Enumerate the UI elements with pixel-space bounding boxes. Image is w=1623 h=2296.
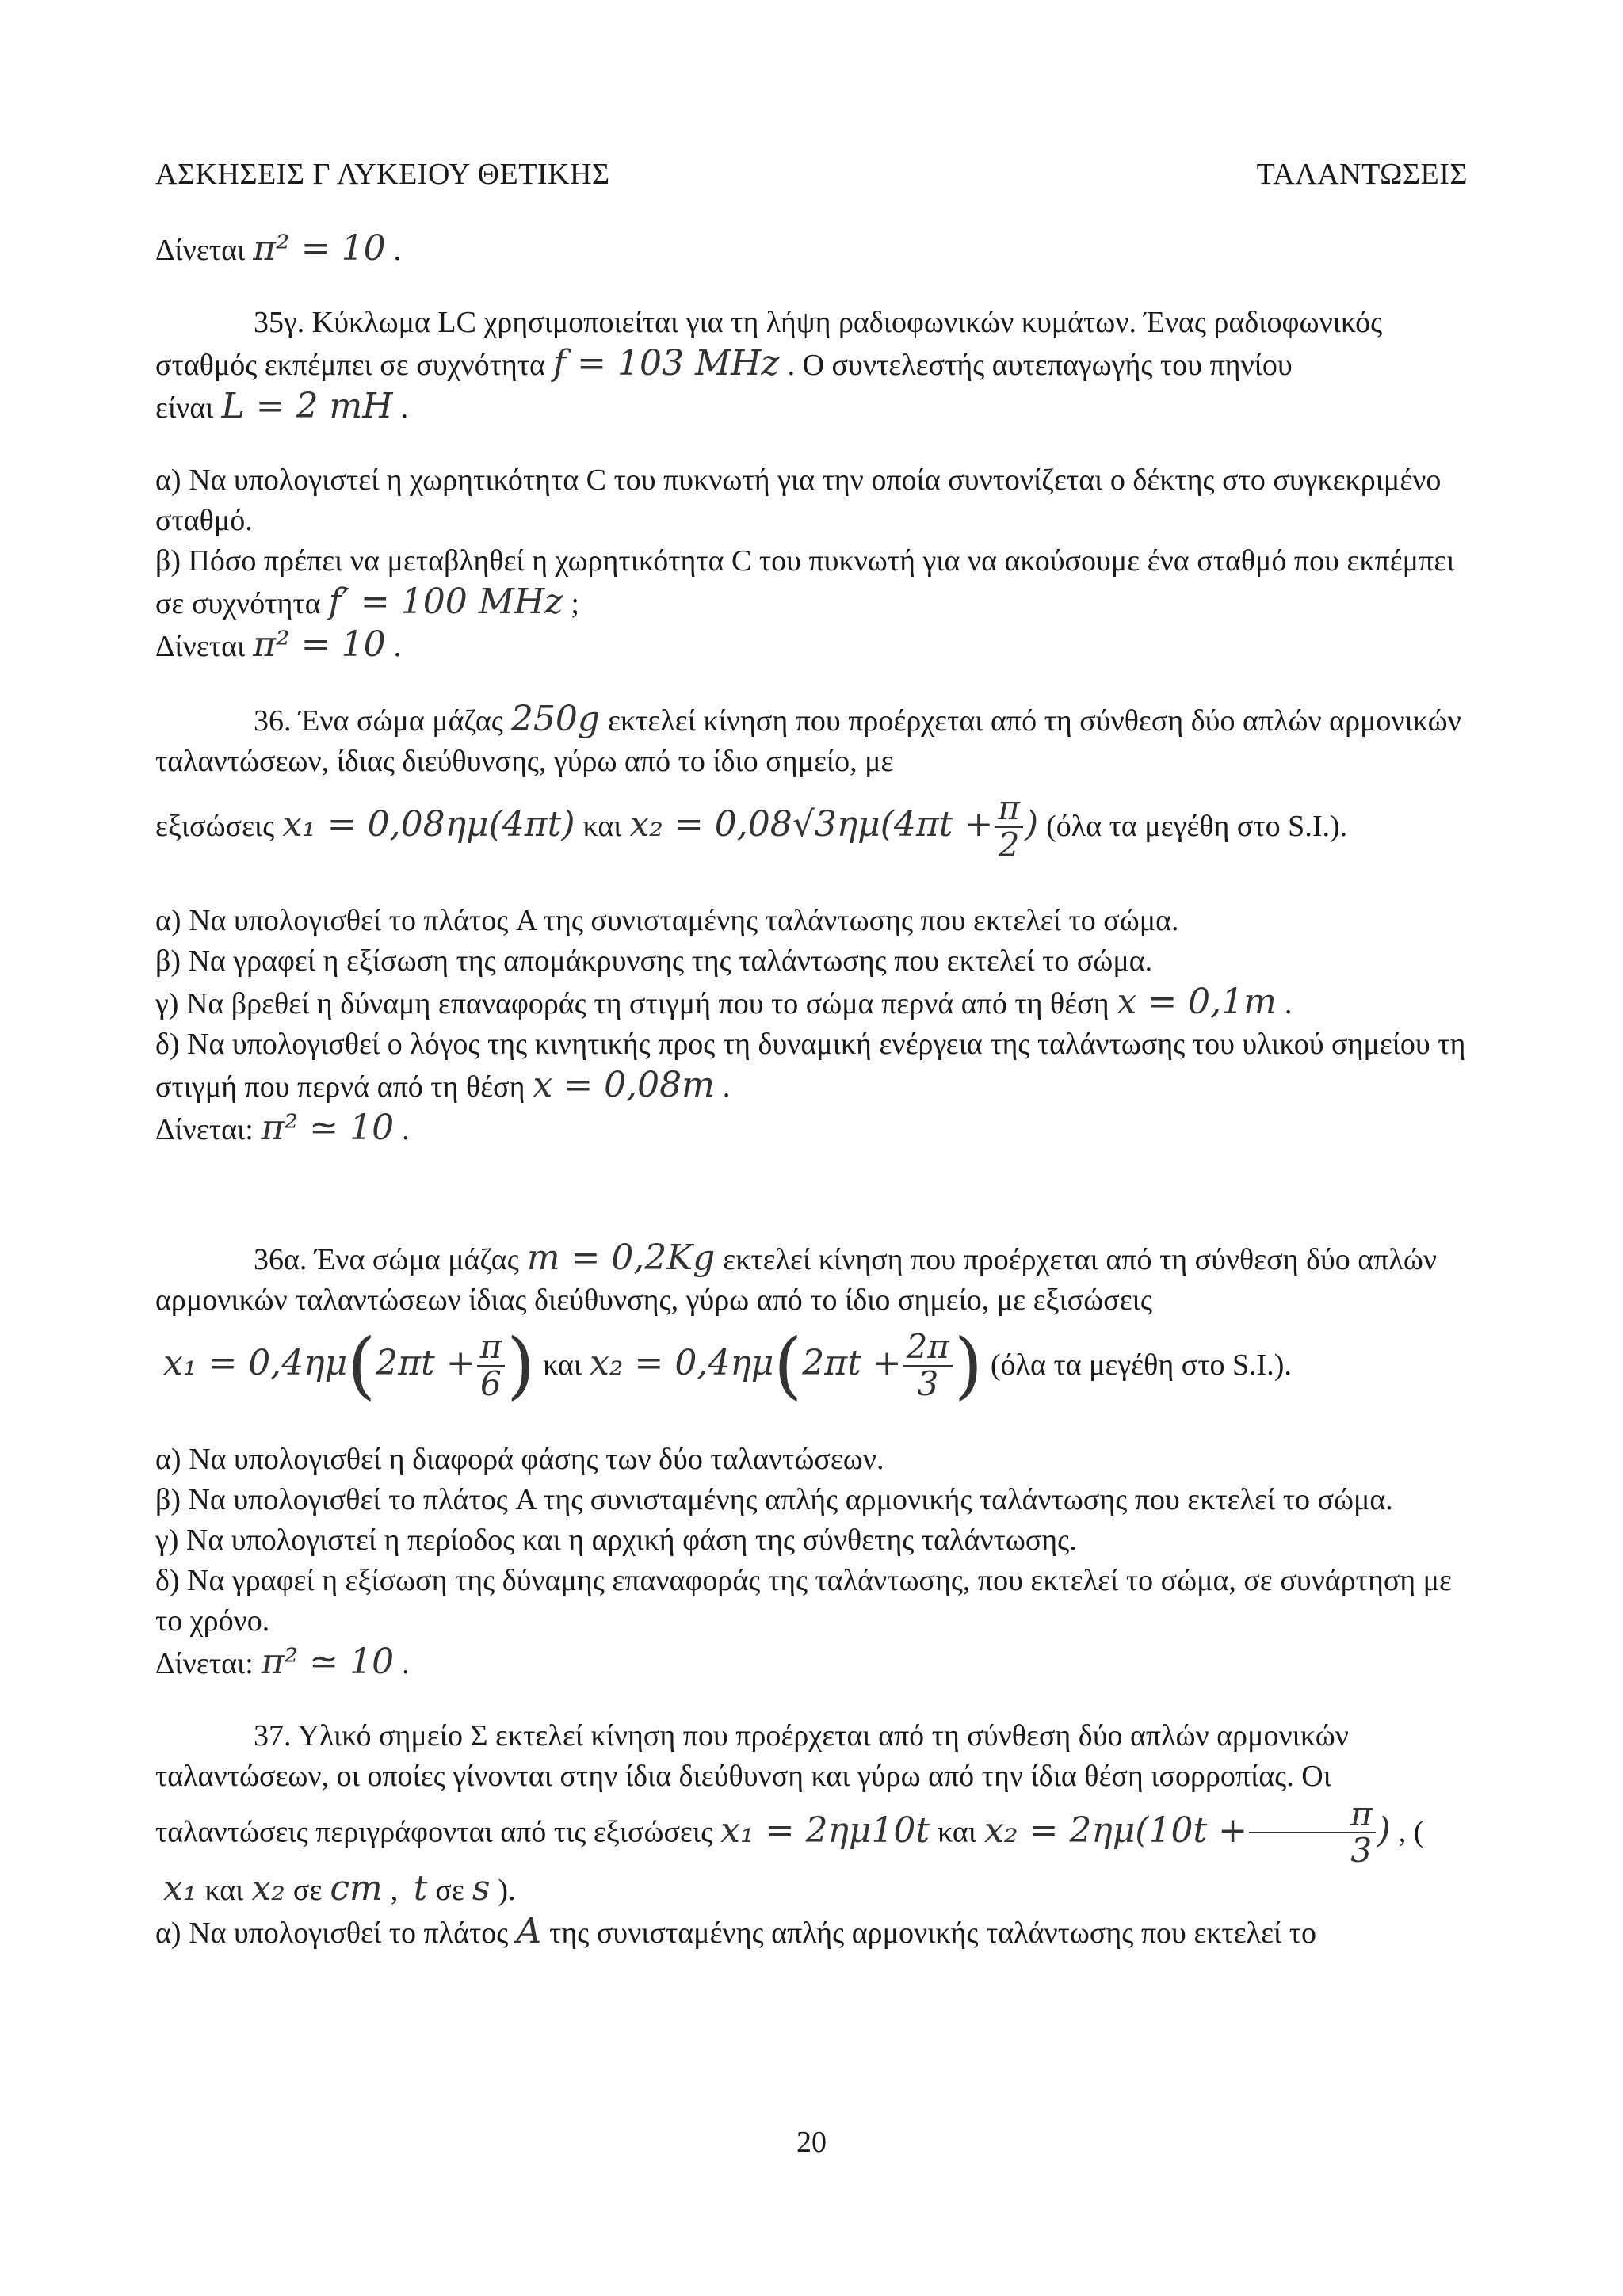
question-37-a-text: α) Να υπολογισθεί το πλάτος [155,1917,509,1951]
math-frequency-2: f′ = 100 MHz [328,582,563,622]
math-x1-c: x₁ = 2ημ10t [720,1810,930,1851]
math-x2-b-main: x₂ = 0,4ημ [590,1343,774,1383]
given-label-3: Δίνεται: [155,1113,254,1146]
question-35g-b-text: β) Πόσο πρέπει να μεταβληθεί η χωρητικότητα C του πυκνωτή για να ακούσουμε ένα σταθμό που εκπέμπει σε συχνότητα [155,544,1455,620]
math-amplitude: A [516,1911,542,1952]
exercise-37-text: 37. Υλικό σημείο Σ εκτελεί κίνηση που προέρχεται από τη σύνθεση δύο απλών αρμονικών ταλαντώσεων, οι οποίες γίνονται στην ίδια διεύθυνση και γύρω από την ίδια θέση ισορροπίας. Οι ταλαντώσεις περιγράφονται από τις εξισώσεις [155,1719,1349,1849]
question-36-b: β) Να γραφεί η εξίσωση της απομάκρυνσης της ταλάντωσης που εκτελεί το σώμα. [155,944,1153,978]
exercise-35g: 35γ. Κύκλωμα LC χρησιμοποιείται για τη λήψη ραδιοφωνικών κυμάτων. Ένας ραδιοφωνικός σταθμός εκπέμπει σε συχνότητα f = 103 MHz . Ο συντελεστής αυτεπαγωγής του πηνίου είναι L = 2 mH . [155,306,1383,426]
math-pi-squared: π² = 10 [253,228,386,269]
exercise-36-equations [155,782,1468,869]
page-number: 20 [796,2126,827,2159]
math-x2-main: x₂ = 0,08√3ημ(4πt + [629,804,994,845]
exercise-37-units: x₁ και x₂ σε cm , t σε s ). [163,1868,516,1909]
exercise-35g-text: 35γ. Κύκλωμα LC χρησιμοποιείται για τη λήψη ραδιοφωνικών κυμάτων. Ένας ραδιοφωνικός σταθμός εκπέμπει σε συχνότητα [155,306,1383,382]
given-line: Δίνεται π² = 10 . [155,228,402,269]
math-pi-squared-2: π² = 10 [253,624,386,665]
question-36-c-text: γ) Να βρεθεί η δύναμη επαναφοράς τη στιγμή που το σώμα περνά από τη θέση [155,987,1109,1020]
math-inductance: L = 2 mH [221,386,393,426]
math-x1-b-main: x₁ = 0,4ημ [163,1343,348,1383]
and-word: και [543,1348,582,1382]
and-word: και [938,1815,977,1849]
fraction-pi-over-2 [995,788,1023,864]
math-x2-symbol: x₂ [251,1868,285,1909]
given-label-4: Δίνεται: [155,1647,254,1680]
math-x2-b-inner: 2πt + [802,1343,902,1383]
math-x1-b: x₁ = 0,4ημ(2πt + $\frac{\pi}{6}$ ) [163,1322,536,1408]
math-x1-symbol: x₁ [163,1868,197,1909]
si-note: (όλα τα μεγέθη στο S.I.). [1046,810,1348,843]
question-36-c: γ) Να βρεθεί η δύναμη επαναφοράς τη στιγμή που το σώμα περνά από τη θέση x = 0,1m . [155,982,1293,1022]
given-label-2: Δίνεται [155,630,246,663]
math-pi-approx: π² ≃ 10 [261,1108,395,1148]
math-frequency: f = 103 MHz [552,343,780,383]
math-x2-c-main: x₂ = 2ημ(10t + [984,1810,1247,1851]
math-x2-b: x₂ = 0,4ημ(2πt + $\frac{2\pi}{3}$ ) [590,1322,983,1408]
question-36a-a: α) Να υπολογισθεί η διαφορά φάσης των δύο ταλαντώσεων. [155,1443,884,1476]
question-35g-a: α) Να υπολογιστεί η χωρητικότητα C του πυκνωτή για την οποία συντονίζεται ο δέκτης στο συγκεκριμένο σταθμό. [155,463,1442,537]
header-right: ΤΑΛΑΝΤΩΣΕΙΣ [1256,158,1468,191]
question-36a-d: δ) Να γραφεί η εξίσωση της δύναμης επαναφοράς της ταλάντωσης, που εκτελεί το σώμα, σε συνάρτηση με το χρόνο. [155,1564,1453,1638]
exercise-35g-text-2: . Ο συντελεστής αυτεπαγωγής του πηνίου είναι [155,349,1293,425]
question-36-d: δ) Να υπολογισθεί ο λόγος της κινητικής προς τη δυναμική ενέργεια της ταλάντωσης του υλικού σημείου τη στιγμή που περνά από τη θέση x = 0,08m . [155,1028,1466,1105]
math-s: s [472,1868,491,1909]
fraction-pi-over-6 [477,1329,506,1401]
math-x1-b-inner: 2πt + [376,1343,475,1383]
exercise-36 [155,699,1468,782]
fraction-numerator: π [477,1329,506,1366]
fraction-2pi-over-3 [903,1329,953,1401]
math-x2: x₂ = 0,08√3ημ(4πt + $\frac{\pi}{2}$ ) [629,788,1039,864]
in-word: σε [435,1874,464,1908]
question-36a-b: β) Να υπολογισθεί το πλάτος A της συνισταμένης απλής αρμονικής ταλάντωσης που εκτελεί το σώμα. [155,1483,1393,1516]
given-line-4: Δίνεται: π² ≃ 10 . [155,1642,410,1682]
fraction-denominator: 3 [1350,1831,1373,1871]
header-left: ΑΣΚΗΣΕΙΣ Γ ΛΥΚΕΙΟΥ ΘΕΤΙΚΗΣ [155,158,610,191]
fraction-numerator: 2π [903,1329,953,1366]
and-word: και [204,1874,244,1908]
fraction-denominator: 3 [917,1363,939,1403]
fraction-denominator: 6 [480,1363,502,1403]
exercise-36a-text: 36α. Ένα σώμα μάζας [254,1243,519,1276]
document-body [155,228,1468,1954]
fraction-numerator: π [995,791,1023,827]
question-37-a-text-2: της συνισταμένης απλής αρμονικής ταλάντωσης που εκτελεί το [549,1917,1317,1951]
fraction-numerator: π [1249,1797,1376,1833]
math-cm: cm [330,1868,383,1909]
in-word: σε [292,1874,323,1908]
math-t: t [413,1868,428,1909]
exercise-36a-text-2: εκτελεί κίνηση που προέρχεται από τη σύνθεση δύο απλών αρμονικών ταλαντώσεων ίδιας διεύθυνσης, γύρω από το ίδιο σημείο, με εξισώσεις [155,1243,1438,1317]
math-x2-c: x₂ = 2ημ(10t + $\frac{\pi}{3}$ ) [984,1794,1391,1871]
question-36-a: α) Να υπολογισθεί το πλάτος A της συνισταμένης ταλάντωσης που εκτελεί το σώμα. [155,904,1179,937]
question-35g-b: β) Πόσο πρέπει να μεταβληθεί η χωρητικότητα C του πυκνωτή για να ακούσουμε ένα σταθμό που εκπέμπει σε συχνότητα f′ = 100 MHz ; [155,544,1455,622]
paren-open: , ( [1398,1815,1424,1849]
exercise-36-text-2: εκτελεί κίνηση που προέρχεται από τη σύνθεση δύο απλών αρμονικών ταλαντώσεων, ίδιας διεύθυνσης, γύρω από το ίδιο σημείο, με [155,704,1461,778]
exercise-36-text: 36. Ένα σώμα μάζας [254,704,503,738]
equations-label: εξισώσεις [155,810,275,843]
paren-close: ). [498,1874,516,1908]
fraction-denominator: 2 [998,825,1020,864]
math-pi-approx-2: π² ≃ 10 [261,1642,395,1682]
exercise-36a [155,1238,1468,1321]
question-37-a [155,1911,1468,1954]
math-position-2: x = 0,08m [533,1065,715,1105]
given-line-3: Δίνεται: π² ≃ 10 . [155,1108,410,1148]
fraction-pi-over-3 [1249,1794,1376,1871]
si-note-2: (όλα τα μεγέθη στο S.I.). [990,1348,1292,1382]
and-word: και [582,810,622,843]
given-label: Δίνεται [155,234,246,267]
given-line-2: Δίνεται π² = 10 . [155,624,402,665]
question-36-d-text: δ) Να υπολογισθεί ο λόγος της κινητικής προς τη δυναμική ενέργεια της ταλάντωσης του υλικού σημείου τη στιγμή που περνά από τη θέση [155,1028,1466,1104]
exercise-36a-equations [155,1321,1468,1408]
question-36a-c: γ) Να υπολογιστεί η περίοδος και η αρχική φάση της σύνθετης ταλάντωσης. [155,1524,1077,1557]
math-mass: 250g [510,699,600,739]
exercise-37 [155,1716,1468,1871]
math-position: x = 0,1m [1117,982,1277,1022]
math-x1: x₁ = 0,08ημ(4πt) [282,804,575,845]
math-mass-2: m = 0,2Kg [526,1238,716,1278]
